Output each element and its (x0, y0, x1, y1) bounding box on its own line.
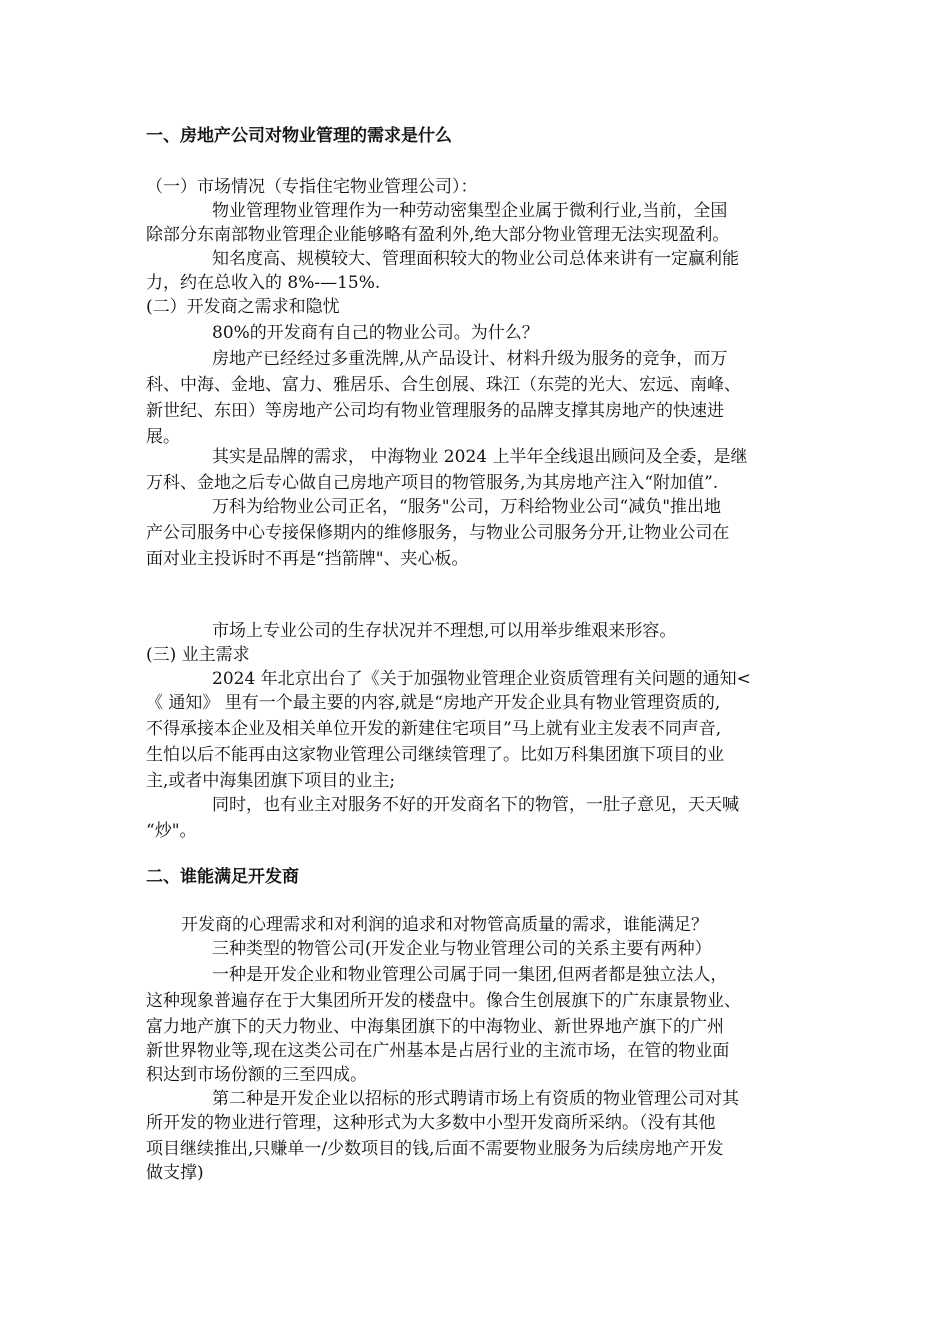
paragraph-line: 万科、金地之后专心做自己房地产项目的物管服务,为其房地产注入“附加值”. (146, 473, 719, 493)
subsection-1-title: （一）市场情况（专指住宅物业管理公司）： (146, 177, 478, 197)
paragraph-line: 新世纪、东田）等房地产公司均有物业管理服务的品牌支撑其房地产的快速进 (146, 401, 724, 421)
paragraph-line: 展。 (146, 427, 180, 447)
paragraph-line: 富力地产旗下的天力物业、中海集团旗下的中海物业、新世界地产旗下的广州 (146, 1017, 724, 1037)
paragraph-line: 开发商的心理需求和对利润的追求和对物管高质量的需求，谁能满足？ (181, 915, 708, 935)
paragraph-line: 科、中海、金地、富力、雅居乐、合生创展、珠江（东莞的光大、宏远、南峰、 (146, 375, 741, 395)
paragraph-line: 不得承接本企业及相关单位开发的新建住宅项目”马上就有业主发表不同声音, (146, 719, 722, 739)
paragraph-line: 力，约在总收入的 8%-—15%. (146, 273, 381, 293)
paragraph-line: 做支撑) (146, 1163, 204, 1183)
paragraph-line: 生怕以后不能再由这家物业管理公司继续管理了。比如万科集团旗下项目的业 (146, 745, 724, 765)
paragraph-line: 除部分东南部物业管理企业能够略有盈利外,绝大部分物业管理无法实现盈利。 (146, 225, 730, 245)
paragraph-line: 所开发的物业进行管理，这种形式为大多数中小型开发商所采纳。（没有其他 (146, 1113, 716, 1133)
paragraph-line: “炒"。 (146, 821, 197, 841)
paragraph-line: 项目继续推出,只赚单一/少数项目的钱,后面不需要物业服务为后续房地产开发 (146, 1139, 724, 1159)
paragraph-line: 80%的开发商有自己的物业公司。为什么？ (212, 323, 539, 343)
paragraph-line: 三种类型的物管公司(开发企业与物业管理公司的关系主要有两种） (212, 939, 712, 959)
paragraph-line: 知名度高、规模较大、管理面积较大的物业公司总体来讲有一定赢利能 (212, 249, 739, 269)
paragraph-line: 产公司服务中心专接保修期内的维修服务，与物业公司服务分开,让物业公司在 (146, 523, 730, 543)
paragraph-line: 面对业主投诉时不再是“挡箭牌"、夹心板。 (146, 549, 469, 569)
paragraph-line: 2024 年北京出台了《关于加强物业管理企业资质管理有关问题的通知< (212, 669, 751, 689)
section-2-heading: 二、谁能满足开发商 (146, 867, 299, 887)
paragraph-line: 一种是开发企业和物业管理公司属于同一集团,但两者都是独立法人， (212, 965, 728, 985)
paragraph-line: 万科为给物业公司正名，“服务"公司，万科给物业公司“减负"推出地 (212, 497, 722, 517)
paragraph-line: 第二种是开发企业以招标的形式聘请市场上有资质的物业管理公司对其 (212, 1089, 739, 1109)
paragraph-line: 主,或者中海集团旗下项目的业主; (146, 771, 396, 791)
subsection-2-title: (二）开发商之需求和隐忧 (146, 297, 340, 317)
paragraph-line: 《 通知》 里有一个最主要的内容,就是“房地产开发企业具有物业管理资质的, (146, 693, 721, 713)
subsection-3-title: (三) 业主需求 (146, 645, 250, 665)
paragraph-line: 同时，也有业主对服务不好的开发商名下的物管，一肚子意见，天天喊 (212, 795, 739, 815)
paragraph-line: 这种现象普遍存在于大集团所开发的楼盘中。像合生创展旗下的广东康景物业、 (146, 991, 741, 1011)
paragraph-line: 其实是品牌的需求， 中海物业 2024 上半年全线退出顾问及全委，是继 (212, 447, 748, 467)
paragraph-line: 房地产已经经过多重洗牌,从产品设计、材料升级为服务的竞争，而万 (212, 349, 728, 369)
paragraph-line: 市场上专业公司的生存状况并不理想,可以用举步维艰来形容。 (212, 621, 677, 641)
paragraph-line: 积达到市场份额的三至四成。 (146, 1065, 367, 1085)
paragraph-line: 物业管理物业管理作为一种劳动密集型企业属于微利行业,当前，全国 (212, 201, 728, 221)
paragraph-line: 新世界物业等,现在这类公司在广州基本是占居行业的主流市场，在管的物业面 (146, 1041, 730, 1061)
section-1-heading: 一、房地产公司对物业管理的需求是什么 (146, 126, 452, 146)
